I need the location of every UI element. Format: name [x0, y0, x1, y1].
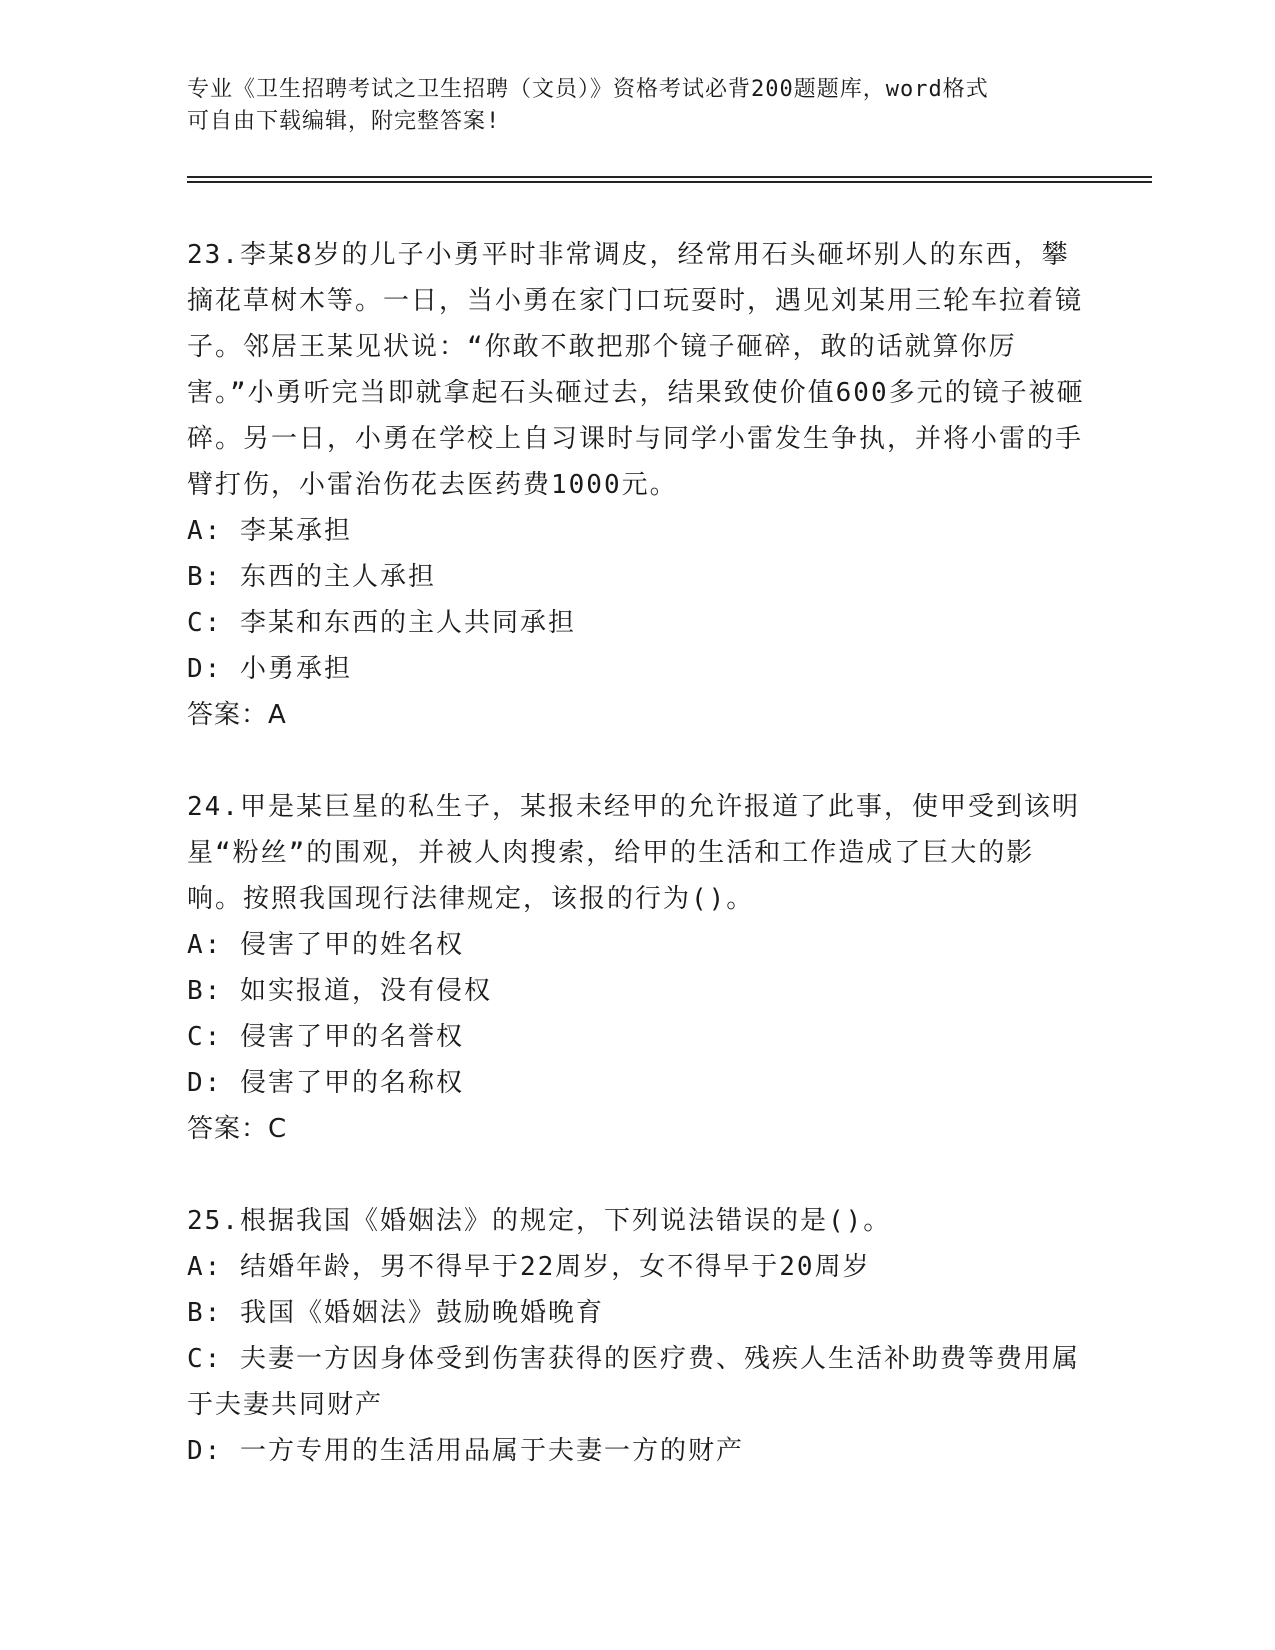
option-b: B: 如实报道，没有侵权: [187, 976, 492, 1006]
option-a: A: 李某承担: [187, 516, 352, 546]
header-rule-top: [187, 176, 1152, 178]
question-25: [187, 1198, 1087, 1474]
page-header: [187, 74, 1077, 138]
option-c: C: 夫妻一方因身体受到伤害获得的医疗费、残疾人生活补助费等费用属于夫妻共同财产: [187, 1344, 1080, 1420]
question-text: 24.甲是某巨星的私生子，某报未经甲的允许报道了此事，使甲受到该明星“粉丝”的围观，并被人肉搜索，给甲的生活和工作造成了巨大的影响。按照我国现行法律规定，该报的行为()。: [187, 792, 1080, 914]
answer-line: 答案：C: [187, 1114, 288, 1144]
option-c: C: 侵害了甲的名誉权: [187, 1022, 464, 1052]
option-d: D: 一方专用的生活用品属于夫妻一方的财产: [187, 1436, 744, 1466]
header-line-1: 专业《卫生招聘考试之卫生招聘（文员）》资格考试必背200题题库，word格式: [187, 77, 989, 102]
question-text: 23.李某8岁的儿子小勇平时非常调皮，经常用石头砸坏别人的东西，攀摘花草树木等。一日，当小勇在家门口玩耍时，遇见刘某用三轮车拉着镜子。邻居王某见状说：“你敢不敢把那个镜子砸碎，敢的话就算你厉害。”小勇听完当即就拿起石头砸过去，结果致使价值600多元的镜子被砸碎。另一日，小勇在学校上自习课时与同学小雷发生争执，并将小雷的手臂打伤，小雷治伤花去医药费1000元。: [187, 240, 1085, 500]
option-a: A: 结婚年龄，男不得早于22周岁，女不得早于20周岁: [187, 1252, 871, 1282]
option-c: C: 李某和东西的主人共同承担: [187, 608, 576, 638]
option-d: D: 侵害了甲的名称权: [187, 1068, 464, 1098]
question-24: [187, 784, 1087, 1152]
answer-line: 答案：A: [187, 700, 287, 730]
question-23: [187, 232, 1087, 738]
option-b: B: 东西的主人承担: [187, 562, 436, 592]
question-text: 25.根据我国《婚姻法》的规定，下列说法错误的是()。: [187, 1206, 892, 1236]
option-d: D: 小勇承担: [187, 654, 352, 684]
question-list: [187, 232, 1087, 1520]
option-b: B: 我国《婚姻法》鼓励晚婚晚育: [187, 1298, 604, 1328]
header-rule-bottom: [187, 181, 1152, 183]
option-a: A: 侵害了甲的姓名权: [187, 930, 464, 960]
header-line-2: 可自由下载编辑，附完整答案!: [187, 109, 501, 134]
